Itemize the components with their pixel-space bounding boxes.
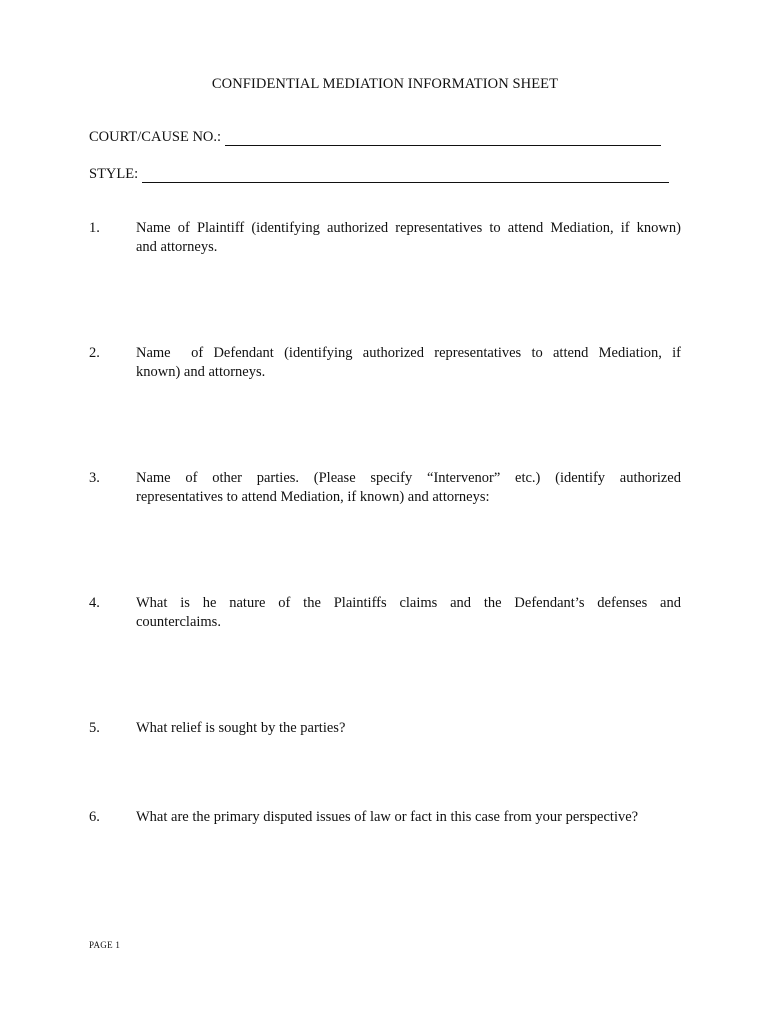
page-number-footer: PAGE 1 <box>89 940 121 950</box>
court-cause-field <box>89 129 661 146</box>
question-number: 4. <box>89 595 100 611</box>
question-text-line: known) and attorneys. <box>136 364 266 380</box>
question-text-line: counterclaims. <box>136 614 221 630</box>
page-title: CONFIDENTIAL MEDIATION INFORMATION SHEET <box>211 76 559 92</box>
question-item-2 <box>89 344 681 382</box>
question-text-line: Name of other parties. (Please specify “Intervenor” etc.) (identify authorized <box>136 470 681 486</box>
court-cause-blank-line[interactable] <box>225 131 661 146</box>
question-number: 6. <box>89 809 100 825</box>
question-text-line: representatives to attend Mediation, if known) and attorneys: <box>136 489 490 505</box>
question-text-line: What are the primary disputed issues of law or fact in this case from your perspective? <box>136 809 639 825</box>
style-field <box>89 166 669 183</box>
question-item-3 <box>89 469 681 507</box>
question-number: 3. <box>89 470 100 486</box>
question-text-line: Name of Defendant (identifying authorized representatives to attend Mediation, if <box>136 345 681 361</box>
court-cause-label: COURT/CAUSE NO.: <box>89 129 222 145</box>
question-item-4 <box>89 594 681 632</box>
question-number: 2. <box>89 345 100 361</box>
style-label: STYLE: <box>89 166 139 182</box>
question-number: 1. <box>89 220 100 236</box>
question-number: 5. <box>89 720 100 736</box>
question-item-1 <box>89 219 681 257</box>
question-text-line: What is he nature of the Plaintiffs claims and the Defendant’s defenses and <box>136 595 681 611</box>
question-text-line: What relief is sought by the parties? <box>136 720 346 736</box>
question-item-5 <box>89 719 681 738</box>
question-item-6 <box>89 808 681 827</box>
question-text-line: and attorneys. <box>136 239 218 255</box>
style-blank-line[interactable] <box>142 168 669 183</box>
question-text-line: Name of Plaintiff (identifying authorized representatives to attend Mediation, if known) <box>136 220 681 236</box>
